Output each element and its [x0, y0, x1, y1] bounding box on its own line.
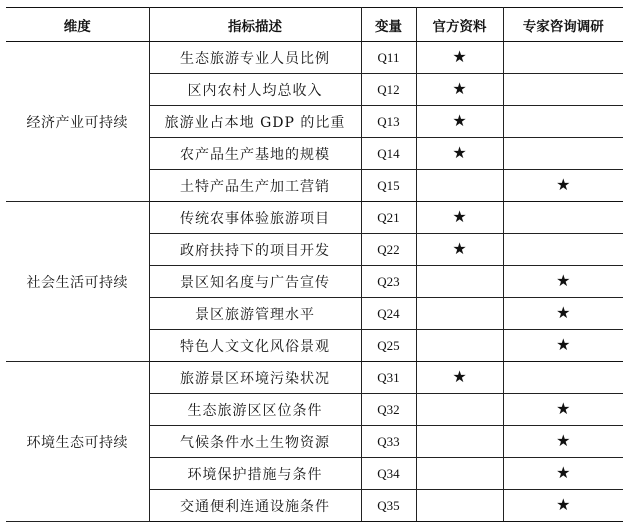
star-icon: ★ [556, 495, 571, 514]
expert-survey-cell [503, 42, 623, 74]
indicator-cell: 旅游业占本地 GDP 的比重 [149, 106, 361, 138]
variable-cell: Q34 [361, 458, 416, 490]
variable-cell: Q33 [361, 426, 416, 458]
official-data-cell [416, 138, 503, 170]
variable-cell: Q21 [361, 202, 416, 234]
indicator-cell: 区内农村人均总收入 [149, 74, 361, 106]
official-data-cell [416, 490, 503, 522]
variable-cell: Q24 [361, 298, 416, 330]
indicator-cell: 景区知名度与广告宣传 [149, 266, 361, 298]
expert-survey-cell [503, 106, 623, 138]
official-data-cell [416, 298, 503, 330]
indicator-cell: 环境保护措施与条件 [149, 458, 361, 490]
star-icon: ★ [556, 335, 571, 354]
indicator-cell: 气候条件水土生物资源 [149, 426, 361, 458]
variable-cell: Q11 [361, 42, 416, 74]
expert-survey-cell [503, 138, 623, 170]
star-icon: ★ [556, 303, 571, 322]
expert-survey-cell [503, 266, 623, 298]
table-row [6, 202, 623, 234]
variable-cell: Q23 [361, 266, 416, 298]
official-data-cell [416, 458, 503, 490]
official-data-cell [416, 426, 503, 458]
variable-cell: Q32 [361, 394, 416, 426]
table-body [6, 42, 623, 522]
variable-cell: Q35 [361, 490, 416, 522]
star-icon: ★ [452, 111, 467, 130]
indicator-cell: 农产品生产基地的规模 [149, 138, 361, 170]
star-icon: ★ [556, 271, 571, 290]
indicator-cell: 旅游景区环境污染状况 [149, 362, 361, 394]
variable-cell: Q31 [361, 362, 416, 394]
header-official-data: 官方资料 [416, 8, 503, 42]
variable-cell: Q14 [361, 138, 416, 170]
star-icon: ★ [452, 47, 467, 66]
variable-cell: Q15 [361, 170, 416, 202]
expert-survey-cell [503, 490, 623, 522]
expert-survey-cell [503, 426, 623, 458]
header-expert-survey: 专家咨询调研 [503, 8, 623, 42]
official-data-cell [416, 234, 503, 266]
expert-survey-cell [503, 394, 623, 426]
official-data-cell [416, 74, 503, 106]
variable-cell: Q25 [361, 330, 416, 362]
star-icon: ★ [452, 79, 467, 98]
expert-survey-cell [503, 202, 623, 234]
expert-survey-cell [503, 362, 623, 394]
indicator-table [6, 7, 623, 522]
variable-cell: Q12 [361, 74, 416, 106]
indicator-cell: 景区旅游管理水平 [149, 298, 361, 330]
official-data-cell [416, 202, 503, 234]
official-data-cell [416, 106, 503, 138]
star-icon: ★ [556, 431, 571, 450]
dimension-cell: 社会生活可持续 [6, 202, 149, 362]
expert-survey-cell [503, 330, 623, 362]
star-icon: ★ [452, 207, 467, 226]
expert-survey-cell [503, 170, 623, 202]
expert-survey-cell [503, 458, 623, 490]
indicator-cell: 生态旅游专业人员比例 [149, 42, 361, 74]
table-header-row [6, 8, 623, 42]
table-row [6, 362, 623, 394]
dimension-cell: 经济产业可持续 [6, 42, 149, 202]
indicator-cell: 交通便利连通设施条件 [149, 490, 361, 522]
indicator-cell: 土特产品生产加工营销 [149, 170, 361, 202]
official-data-cell [416, 266, 503, 298]
official-data-cell [416, 170, 503, 202]
variable-cell: Q22 [361, 234, 416, 266]
expert-survey-cell [503, 74, 623, 106]
expert-survey-cell [503, 234, 623, 266]
star-icon: ★ [556, 399, 571, 418]
expert-survey-cell [503, 298, 623, 330]
indicator-cell: 传统农事体验旅游项目 [149, 202, 361, 234]
header-variable: 变量 [361, 8, 416, 42]
dimension-cell: 环境生态可持续 [6, 362, 149, 522]
star-icon: ★ [452, 239, 467, 258]
indicator-cell: 政府扶持下的项目开发 [149, 234, 361, 266]
official-data-cell [416, 362, 503, 394]
official-data-cell [416, 330, 503, 362]
indicator-cell: 生态旅游区区位条件 [149, 394, 361, 426]
star-icon: ★ [556, 463, 571, 482]
star-icon: ★ [452, 143, 467, 162]
header-indicator: 指标描述 [149, 8, 361, 42]
table-row [6, 42, 623, 74]
star-icon: ★ [556, 175, 571, 194]
variable-cell: Q13 [361, 106, 416, 138]
official-data-cell [416, 42, 503, 74]
header-dimension: 维度 [6, 8, 149, 42]
official-data-cell [416, 394, 503, 426]
star-icon: ★ [452, 367, 467, 386]
indicator-cell: 特色人文文化风俗景观 [149, 330, 361, 362]
